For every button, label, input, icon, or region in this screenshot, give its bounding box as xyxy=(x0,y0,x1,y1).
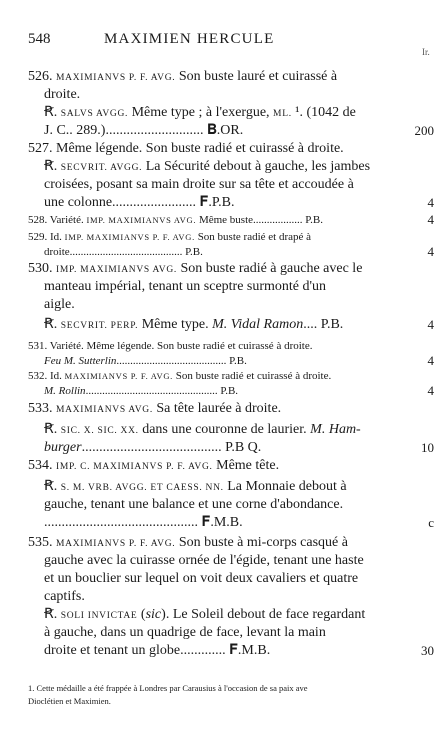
text-segment: Même type ; à l'exergue, xyxy=(128,105,274,120)
text-line xyxy=(44,588,85,606)
legend-text: IMP. MAXIMIANVS P. F. AVG. xyxy=(64,232,195,242)
text-segment: Son buste à mi-corps casqué à xyxy=(175,535,348,550)
text-line xyxy=(44,496,343,514)
running-title: MAXIMIEN HERCULE xyxy=(104,31,275,47)
text-segment: 533. xyxy=(28,401,56,416)
text-line xyxy=(44,316,343,335)
text-segment: à gauche, dans un quadrige de face, levant la main xyxy=(44,625,326,640)
text-segment: 535. xyxy=(28,535,56,550)
text-segment: aigle. xyxy=(44,297,75,312)
price-value: 4 xyxy=(427,317,434,332)
text-segment: Son buste radié et cuirassé à droite. xyxy=(173,370,332,382)
text-line xyxy=(44,421,361,440)
text-line xyxy=(44,478,347,497)
text-segment: Ꞧ. xyxy=(44,317,61,332)
text-segment: dans une couronne de laurier. xyxy=(138,422,311,437)
text-line xyxy=(44,86,80,104)
text-line xyxy=(28,140,344,158)
legend-text: S. M. VRB. AVGG. ET CAESS. NN. xyxy=(60,483,224,493)
text-line xyxy=(28,68,337,87)
text-line xyxy=(44,278,326,296)
text-segment: ........................................ P.B Q. xyxy=(81,440,262,455)
legend-text: MAXIMIANVS P. F. AVG. xyxy=(64,371,174,381)
page-number: 548 xyxy=(28,31,51,47)
text-segment: Ꞧ. xyxy=(44,479,61,494)
footnote xyxy=(28,682,433,708)
text-segment: ¹. (1042 de xyxy=(291,105,356,120)
text-segment: gauche, tenant une balance et une corne d'abondance. xyxy=(44,497,344,512)
legend-text: IMP. MAXIMIANVS AVG. xyxy=(56,265,177,275)
legend-text: ML. xyxy=(273,109,292,119)
text-segment: 530. xyxy=(28,261,56,276)
text-line xyxy=(28,211,323,229)
text-line xyxy=(44,122,243,140)
text-segment: ................................................ P.B. xyxy=(85,385,239,397)
text-line xyxy=(44,439,261,457)
text-line xyxy=(44,552,364,570)
text-segment: La Monnaie debout à xyxy=(223,479,347,494)
italic-text: M. Ham- xyxy=(310,422,361,437)
text-segment: Même type. xyxy=(138,317,213,332)
price-value: c xyxy=(428,515,434,530)
italic-text: M. Vidal Ramon xyxy=(212,317,304,332)
text-line xyxy=(28,400,281,419)
text-segment: Ꞧ. xyxy=(44,607,61,622)
text-line xyxy=(44,570,358,588)
text-segment: Son buste radié à gauche avec le xyxy=(176,261,363,276)
text-line xyxy=(44,158,370,177)
text-segment: 529. Id. xyxy=(28,231,65,243)
text-segment: droite. xyxy=(44,87,81,102)
margin-mark: Ir. xyxy=(422,47,430,57)
price-value: 200 xyxy=(414,123,434,138)
text-segment: ........................................ P.B. xyxy=(116,355,247,367)
text-line xyxy=(44,243,203,261)
price-value: 4 xyxy=(427,195,434,210)
footnote-line: Dioclétien et Maximien. xyxy=(28,696,111,706)
text-segment: droite et tenant un globe............. 𝐅.M.B. xyxy=(44,643,271,658)
text-line xyxy=(44,514,243,532)
text-segment: 531. Variété. Même légende. Son buste radié et cuirassé à droite. xyxy=(28,340,313,352)
text-segment: J. C.. 289.)............................ 𝐁.OR. xyxy=(44,123,244,138)
legend-text: MAXIMIANVS P. F. AVG. xyxy=(56,73,176,83)
italic-text: M. Rollin xyxy=(44,385,86,397)
text-segment: Sa tête laurée à droite. xyxy=(152,401,282,416)
text-line xyxy=(44,176,354,194)
text-segment: 527. Même légende. Son buste radié et cuirassé à droite. xyxy=(28,141,344,156)
price-value: 4 xyxy=(427,212,434,227)
legend-text: SIC. X. SIC. XX. xyxy=(60,426,139,436)
price-value: 4 xyxy=(427,244,434,259)
text-segment: Même buste.................. P.B. xyxy=(196,214,323,226)
text-segment: Son buste lauré et cuirassé à xyxy=(175,69,338,84)
text-segment: une colonne........................ 𝐅.P.B. xyxy=(44,195,235,210)
text-segment: croisées, posant sa main droite sur sa tête et accoudée à xyxy=(44,177,354,192)
italic-text: burger xyxy=(44,440,82,455)
text-line xyxy=(44,606,365,625)
text-segment: 532. Id. xyxy=(28,370,65,382)
text-segment: Ꞧ. xyxy=(44,422,61,437)
price-value: 4 xyxy=(427,383,434,398)
text-line xyxy=(28,534,348,553)
text-segment: gauche avec la cuirasse ornée de l'égide, tenant une haste xyxy=(44,553,364,568)
text-segment: 528. Variété. xyxy=(28,214,87,226)
price-value: 10 xyxy=(421,440,434,455)
text-segment: manteau impérial, tenant un sceptre surmonté d'un xyxy=(44,279,327,294)
text-segment: Ꞧ. xyxy=(44,159,61,174)
legend-text: SECVRIT. PERP. xyxy=(60,321,139,331)
legend-text: SALVS AVGG. xyxy=(60,109,129,119)
italic-text: sic xyxy=(145,607,162,622)
text-segment: Son buste radié et drapé à xyxy=(194,231,312,243)
price-value: 4 xyxy=(427,353,434,368)
text-segment: ). Le Soleil debout de face regardant xyxy=(161,607,366,622)
legend-text: IMP. C. MAXIMIANVS P. F. AVG. xyxy=(56,462,213,472)
italic-text: Feu M. Sutterlin xyxy=(44,355,117,367)
text-segment: .... P.B. xyxy=(303,317,344,332)
text-segment: droite......................................... P.B. xyxy=(44,246,203,258)
footnote-line: 1. Cette médaille a été frappée à Londres par Carausius à l'occasion de sa paix ave xyxy=(28,683,308,693)
text-line xyxy=(44,104,356,123)
text-line xyxy=(44,296,75,314)
text-line xyxy=(44,642,270,660)
text-segment: Même tête. xyxy=(212,458,280,473)
legend-text: SECVRIT. AVGG. xyxy=(60,163,143,173)
text-segment: 534. xyxy=(28,458,56,473)
running-header xyxy=(28,31,358,51)
text-segment: ............................................ 𝐅.M.B. xyxy=(44,515,243,530)
text-segment: 526. xyxy=(28,69,56,84)
price-value: 30 xyxy=(421,643,434,658)
text-line xyxy=(28,260,362,279)
text-line xyxy=(28,457,279,476)
text-segment: et un bouclier sur lequel on voit deux cavaliers et quatre xyxy=(44,571,359,586)
text-line xyxy=(44,624,326,642)
text-line xyxy=(44,382,238,400)
legend-text: IMP. MAXIMIANVS AVG. xyxy=(86,215,197,225)
legend-text: MAXIMIANVS AVG. xyxy=(56,405,153,415)
text-segment: Ꞧ. xyxy=(44,105,61,120)
text-segment: captifs. xyxy=(44,589,85,604)
legend-text: MAXIMIANVS P. F. AVG. xyxy=(56,539,176,549)
text-segment: ( xyxy=(137,607,146,622)
text-segment: La Sécurité debout à gauche, les jambes xyxy=(142,159,371,174)
text-line xyxy=(44,194,234,212)
legend-text: SOLI INVICTAE xyxy=(60,611,138,621)
